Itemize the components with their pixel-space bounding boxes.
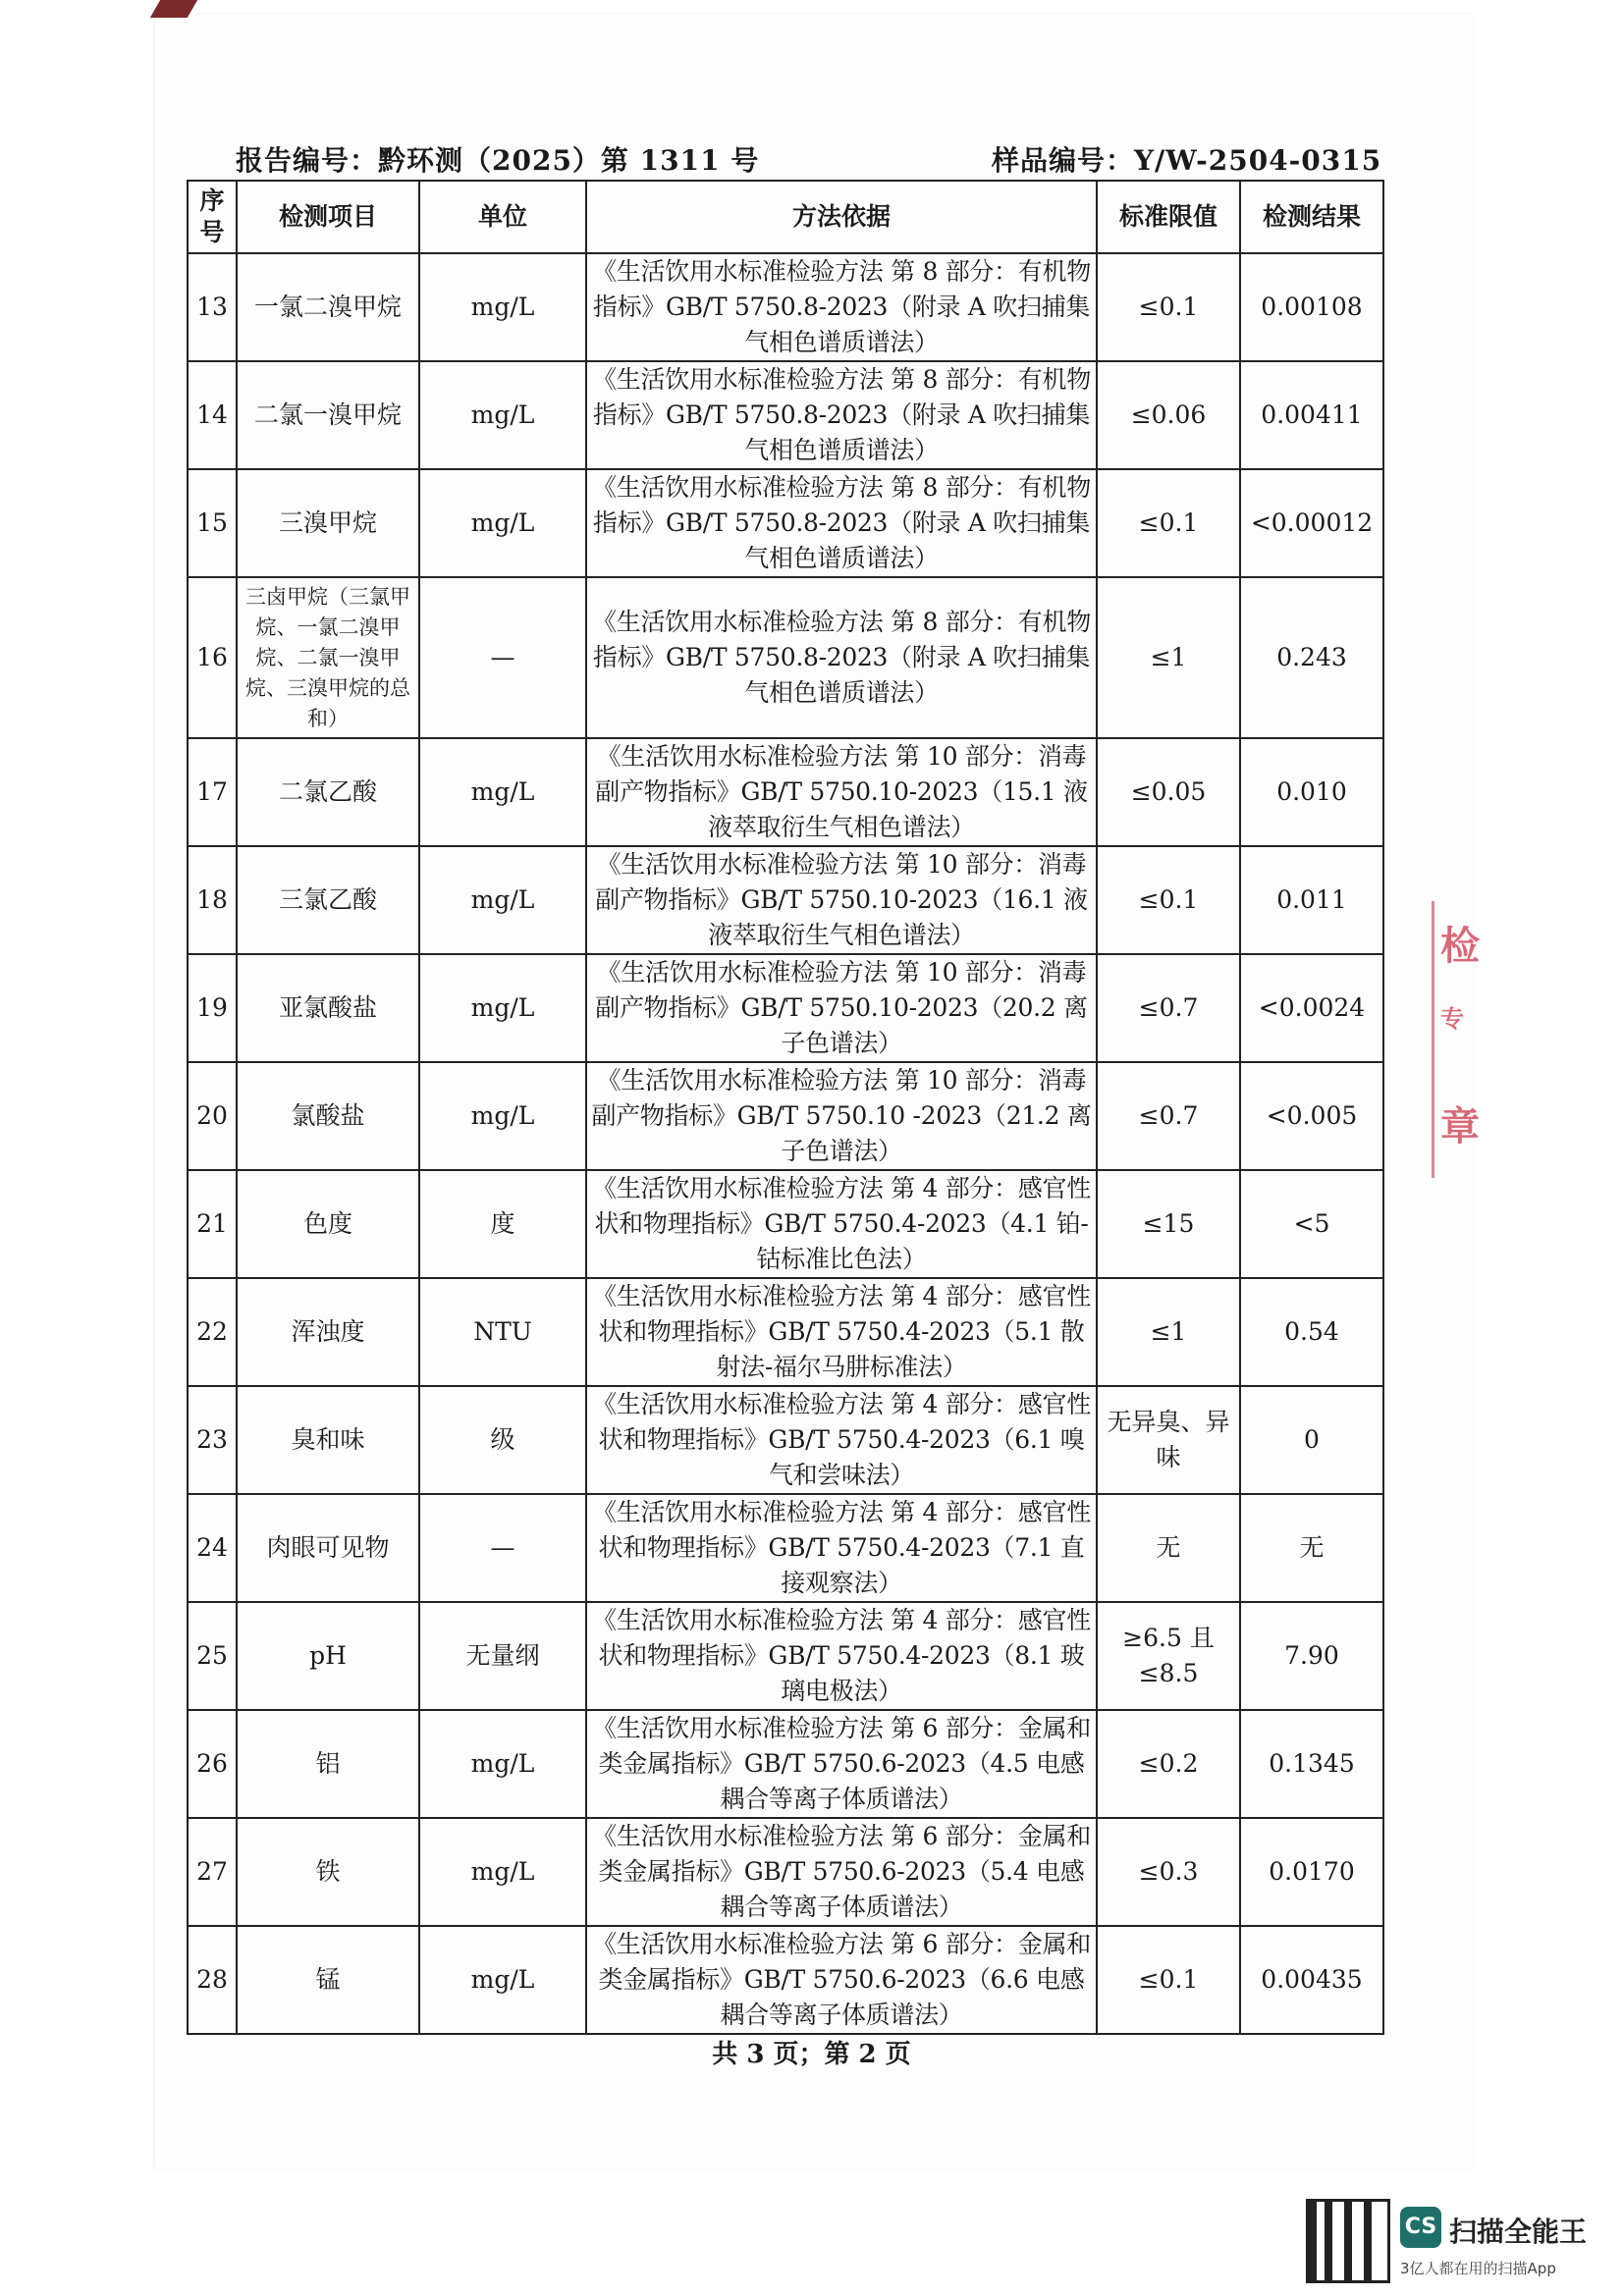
table-row	[188, 1818, 1383, 1926]
header-result: 检测结果	[1240, 181, 1383, 253]
row-unit: mg/L	[419, 954, 586, 1062]
row-item: 浑浊度	[237, 1278, 419, 1386]
table-row	[188, 577, 1383, 738]
scanner-watermark	[1306, 2199, 1600, 2292]
header-unit: 单位	[419, 181, 586, 253]
row-index: 16	[188, 577, 237, 738]
row-item: 氯酸盐	[237, 1062, 419, 1170]
row-result: <0.00012	[1240, 469, 1383, 577]
row-limit: ≤0.06	[1097, 361, 1240, 469]
row-result: 0.00108	[1240, 253, 1383, 361]
row-limit: ≤15	[1097, 1170, 1240, 1278]
row-unit: 级	[419, 1386, 586, 1494]
row-limit: 无异臭、异味	[1097, 1386, 1240, 1494]
row-unit: mg/L	[419, 1926, 586, 2034]
row-unit: NTU	[419, 1278, 586, 1386]
row-unit: 度	[419, 1170, 586, 1278]
row-unit: mg/L	[419, 253, 586, 361]
row-index: 13	[188, 253, 237, 361]
row-result: 0.54	[1240, 1278, 1383, 1386]
table-row	[188, 954, 1383, 1062]
page-number: 共 3 页；第 2 页	[712, 2040, 911, 2069]
row-result: 0.0170	[1240, 1818, 1383, 1926]
row-unit: mg/L	[419, 1818, 586, 1926]
row-index: 25	[188, 1602, 237, 1710]
row-index: 15	[188, 469, 237, 577]
row-limit: ≤0.7	[1097, 954, 1240, 1062]
inspection-seal-stamp	[1432, 901, 1486, 1178]
row-index: 17	[188, 738, 237, 846]
row-result: 0.011	[1240, 846, 1383, 954]
row-item: 三溴甲烷	[237, 469, 419, 577]
row-index: 24	[188, 1494, 237, 1602]
row-method: 《生活饮用水标准检验方法 第 6 部分：金属和类金属指标》GB/T 5750.6-2023（5.4 电感耦合等离子体质谱法）	[586, 1818, 1097, 1926]
table-row	[188, 1062, 1383, 1170]
table-row	[188, 1386, 1383, 1494]
row-method: 《生活饮用水标准检验方法 第 8 部分：有机物指标》GB/T 5750.8-2023（附录 A 吹扫捕集气相色谱质谱法）	[586, 253, 1097, 361]
stamp-char: 章	[1440, 1103, 1480, 1149]
row-result: 0.010	[1240, 738, 1383, 846]
row-index: 26	[188, 1710, 237, 1818]
row-limit: ≤0.7	[1097, 1062, 1240, 1170]
header-limit: 标准限值	[1097, 181, 1240, 253]
row-limit: ≤0.3	[1097, 1818, 1240, 1926]
row-method: 《生活饮用水标准检验方法 第 10 部分：消毒副产物指标》GB/T 5750.10-2023（16.1 液液萃取衍生气相色谱法）	[586, 846, 1097, 954]
row-unit: mg/L	[419, 846, 586, 954]
row-item: 铁	[237, 1818, 419, 1926]
sample-number: 样品编号：Y/W-2504-0315	[992, 144, 1382, 177]
report-number: 报告编号：黔环测（2025）第 1311 号	[236, 144, 760, 177]
row-unit: mg/L	[419, 738, 586, 846]
row-result: 无	[1240, 1494, 1383, 1602]
row-result: <5	[1240, 1170, 1383, 1278]
table-row	[188, 738, 1383, 846]
row-item: 一氯二溴甲烷	[237, 253, 419, 361]
row-index: 22	[188, 1278, 237, 1386]
row-result: <0.005	[1240, 1062, 1383, 1170]
table-row	[188, 1170, 1383, 1278]
row-index: 27	[188, 1818, 237, 1926]
row-item: 二氯一溴甲烷	[237, 361, 419, 469]
app-tagline: 3亿人都在用的扫描App	[1400, 2260, 1556, 2277]
row-result: <0.0024	[1240, 954, 1383, 1062]
row-method: 《生活饮用水标准检验方法 第 8 部分：有机物指标》GB/T 5750.8-2023（附录 A 吹扫捕集气相色谱质谱法）	[586, 361, 1097, 469]
row-index: 18	[188, 846, 237, 954]
row-unit: —	[419, 1494, 586, 1602]
row-method: 《生活饮用水标准检验方法 第 10 部分：消毒副产物指标》GB/T 5750.10-2023（20.2 离子色谱法）	[586, 954, 1097, 1062]
header-method: 方法依据	[586, 181, 1097, 253]
table-header-row	[188, 181, 1383, 253]
row-item: 亚氯酸盐	[237, 954, 419, 1062]
row-unit: mg/L	[419, 1062, 586, 1170]
row-limit: ≤0.1	[1097, 253, 1240, 361]
header-item: 检测项目	[237, 181, 419, 253]
row-limit: ≤0.05	[1097, 738, 1240, 846]
row-result: 0.243	[1240, 577, 1383, 738]
row-limit: ≤0.1	[1097, 846, 1240, 954]
row-index: 14	[188, 361, 237, 469]
row-item: 肉眼可见物	[237, 1494, 419, 1602]
row-item: 色度	[237, 1170, 419, 1278]
row-limit: ≤0.1	[1097, 1926, 1240, 2034]
row-unit: mg/L	[419, 361, 586, 469]
row-method: 《生活饮用水标准检验方法 第 6 部分：金属和类金属指标》GB/T 5750.6-2023（4.5 电感耦合等离子体质谱法）	[586, 1710, 1097, 1818]
row-index: 19	[188, 954, 237, 1062]
table-row	[188, 1278, 1383, 1386]
row-method: 《生活饮用水标准检验方法 第 10 部分：消毒副产物指标》GB/T 5750.10 -2023（21.2 离子色谱法）	[586, 1062, 1097, 1170]
row-method: 《生活饮用水标准检验方法 第 8 部分：有机物指标》GB/T 5750.8-2023（附录 A 吹扫捕集气相色谱质谱法）	[586, 577, 1097, 738]
row-unit: mg/L	[419, 1710, 586, 1818]
table-row	[188, 469, 1383, 577]
row-method: 《生活饮用水标准检验方法 第 4 部分：感官性状和物理指标》GB/T 5750.4-2023（8.1 玻璃电极法）	[586, 1602, 1097, 1710]
row-index: 20	[188, 1062, 237, 1170]
row-limit: ≤0.2	[1097, 1710, 1240, 1818]
stamp-char: 检	[1440, 923, 1480, 969]
row-method: 《生活饮用水标准检验方法 第 4 部分：感官性状和物理指标》GB/T 5750.4-2023（6.1 嗅气和尝味法）	[586, 1386, 1097, 1494]
row-method: 《生活饮用水标准检验方法 第 6 部分：金属和类金属指标》GB/T 5750.6-2023（6.6 电感耦合等离子体质谱法）	[586, 1926, 1097, 2034]
row-item: 锰	[237, 1926, 419, 2034]
row-item: 三氯乙酸	[237, 846, 419, 954]
row-index: 23	[188, 1386, 237, 1494]
test-results-table	[187, 180, 1384, 2035]
row-unit: mg/L	[419, 469, 586, 577]
row-item: 二氯乙酸	[237, 738, 419, 846]
table-row	[188, 846, 1383, 954]
row-limit: 无	[1097, 1494, 1240, 1602]
row-method: 《生活饮用水标准检验方法 第 4 部分：感官性状和物理指标》GB/T 5750.4-2023（5.1 散射法-福尔马肼标准法）	[586, 1278, 1097, 1386]
header-index: 序号	[188, 181, 237, 253]
app-name: 扫描全能王	[1449, 2216, 1588, 2248]
row-limit: ≤1	[1097, 577, 1240, 738]
row-result: 0.00411	[1240, 361, 1383, 469]
row-limit: ≤0.1	[1097, 469, 1240, 577]
row-index: 28	[188, 1926, 237, 2034]
row-index: 21	[188, 1170, 237, 1278]
stamp-char: 专	[1440, 1004, 1464, 1033]
row-method: 《生活饮用水标准检验方法 第 8 部分：有机物指标》GB/T 5750.8-2023（附录 A 吹扫捕集气相色谱质谱法）	[586, 469, 1097, 577]
row-result: 0	[1240, 1386, 1383, 1494]
row-result: 7.90	[1240, 1602, 1383, 1710]
qr-code-icon	[1306, 2199, 1390, 2283]
row-result: 0.1345	[1240, 1710, 1383, 1818]
row-item: 铝	[237, 1710, 419, 1818]
row-method: 《生活饮用水标准检验方法 第 4 部分：感官性状和物理指标》GB/T 5750.4-2023（4.1 铂-钴标准比色法）	[586, 1170, 1097, 1278]
row-method: 《生活饮用水标准检验方法 第 4 部分：感官性状和物理指标》GB/T 5750.4-2023（7.1 直接观察法）	[586, 1494, 1097, 1602]
row-unit: 无量纲	[419, 1602, 586, 1710]
row-result: 0.00435	[1240, 1926, 1383, 2034]
table-row	[188, 1494, 1383, 1602]
camscanner-logo-icon: CS	[1400, 2207, 1441, 2248]
row-item: 臭和味	[237, 1386, 419, 1494]
table-row	[188, 1602, 1383, 1710]
table-row	[188, 1926, 1383, 2034]
table-row	[188, 361, 1383, 469]
row-method: 《生活饮用水标准检验方法 第 10 部分：消毒副产物指标》GB/T 5750.10-2023（15.1 液液萃取衍生气相色谱法）	[586, 738, 1097, 846]
row-item: 三卤甲烷（三氯甲烷、一氯二溴甲烷、二氯一溴甲烷、三溴甲烷的总和）	[237, 577, 419, 738]
row-limit: ≥6.5 且≤8.5	[1097, 1602, 1240, 1710]
table-row	[188, 253, 1383, 361]
row-limit: ≤1	[1097, 1278, 1240, 1386]
row-item: pH	[237, 1602, 419, 1710]
row-unit: —	[419, 577, 586, 738]
table-row	[188, 1710, 1383, 1818]
